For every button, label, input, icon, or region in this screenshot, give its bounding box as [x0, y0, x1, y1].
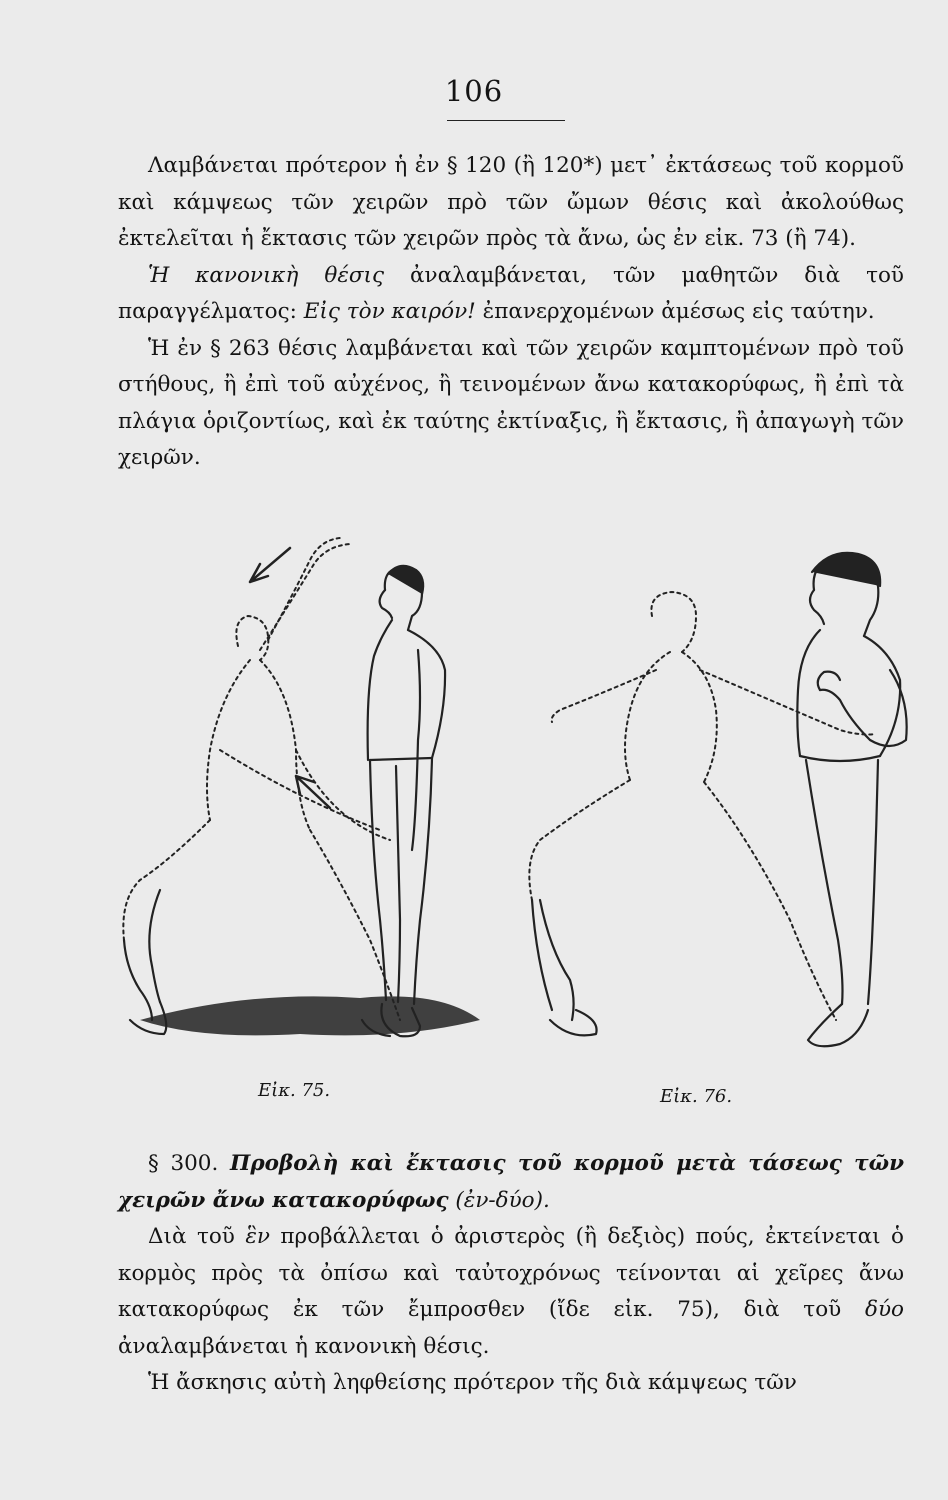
section-title: Προβολὴ καὶ ἔκτασις τοῦ κορμοῦ μετὰ τάσεως τῶν χειρῶν ἄνω κατακορύφως [118, 1151, 904, 1213]
exercise-illustrations [100, 520, 920, 1060]
paragraph-4 [118, 1219, 904, 1365]
section-heading [118, 1146, 904, 1219]
section-count: (ἐν-δύο). [455, 1187, 550, 1213]
paragraph-2-text-b: ἐπανερχομένων ἀμέσως εἰς ταύτην. [475, 299, 875, 324]
figure-76-caption: Εἰκ. 76. [660, 1086, 733, 1107]
paragraph-4-text-b: προβάλλεται ὁ ἀριστερὸς (ἢ δεξιὸς) πούς, ἐκτείνεται ὁ κορμὸς πρὸς τὰ ὀπίσω καὶ ταὐτοχρόνως τείνονται αἱ χεῖρες ἄνω κατακορύφως ἐκ τῶν ἔμπροσθεν (ἴδε εἰκ. 75), διὰ τοῦ [118, 1224, 904, 1322]
figure-75-caption: Εἰκ. 75. [258, 1080, 331, 1101]
figure-76-illustration [529, 553, 906, 1046]
command-one: ἓν [245, 1224, 270, 1249]
paragraph-3: Ἡ ἐν § 263 θέσις λαμβάνεται καὶ τῶν χειρῶν καμπτομένων πρὸ τοῦ στήθους, ἢ ἐπὶ τοῦ αὐχένος, ἢ τεινομένων ἄνω κατακορύφως, ἢ ἐπὶ τὰ πλάγια ὁριζοντίως, καὶ ἐκ ταύτης ἐκτίναξις, ἢ ἔκτασις, ἢ ἀπαγωγὴ τῶν χειρῶν. [118, 335, 904, 470]
paragraph-4-text-a: Διὰ τοῦ [148, 1224, 246, 1249]
command-two: δύο [865, 1297, 904, 1322]
italic-phrase: Ἡ κανονικὴ θέσις [148, 262, 385, 288]
paragraph-4-text-c: ἀναλαμβάνεται ἡ κανονικὴ θέσις. [118, 1333, 490, 1359]
paragraph-2-text-a: ἀναλαμβάνεται, τῶν μαθητῶν διὰ τοῦ παραγγέλματος: [118, 262, 905, 324]
command-phrase: Εἰς τὸν καιρόν! [303, 299, 476, 324]
paragraph-2 [118, 258, 904, 331]
figure-75-illustration [123, 538, 480, 1036]
section-number: § 300. [148, 1151, 219, 1176]
header-rule [447, 120, 565, 121]
paragraph-5: Ἡ ἄσκησις αὐτὴ ληφθείσης πρότερον τῆς διὰ κάμψεως τῶν [148, 1370, 797, 1395]
section-text-bottom [118, 1146, 904, 1402]
paragraph-1: Λαμβάνεται πρότερον ἡ ἐν § 120 (ἢ 120*) μετ᾽ ἐκτάσεως τοῦ κορμοῦ καὶ κάμψεως τῶν χειρῶν πρὸ τῶν ὤμων θέσις καὶ ἀκολούθως ἐκτελεῖται ἡ ἔκτασις τῶν χειρῶν πρὸς τὰ ἄνω, ὡς ἐν εἰκ. 73 (ἢ 74). [118, 153, 904, 251]
page-number: 106 [444, 74, 504, 108]
section-text-top [118, 148, 904, 477]
